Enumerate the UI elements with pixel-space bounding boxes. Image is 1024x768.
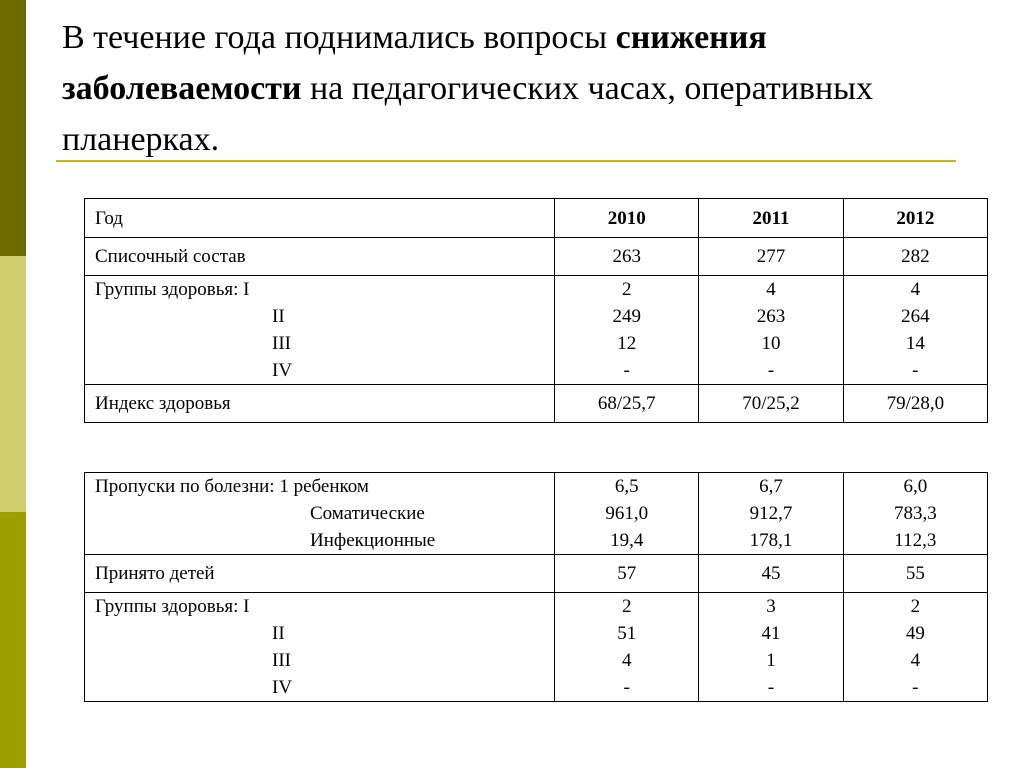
- header-year-2010: 2010: [555, 199, 699, 238]
- cell-value: 1: [766, 650, 776, 671]
- table-row-roster: [85, 238, 988, 276]
- title-text-1: В течение года поднимались вопросы: [62, 19, 616, 56]
- table-row-health-groups-admitted: [85, 593, 988, 702]
- cell-value: 4: [910, 279, 921, 300]
- table-row-admitted: [85, 555, 988, 593]
- admitted-value: 55: [843, 555, 987, 593]
- cell-value: 6,0: [903, 476, 928, 497]
- health-groups-label-main: Группы здоровья: I: [95, 596, 250, 617]
- absence-table: [84, 472, 988, 702]
- cell-value: 6,7: [759, 476, 783, 497]
- cell-value: 19,4: [610, 530, 644, 551]
- admitted-value: 57: [555, 555, 699, 593]
- absences-values-2010: [555, 473, 699, 555]
- cell-value: 2: [621, 279, 632, 300]
- cell-value: 3: [766, 596, 776, 617]
- health-groups-values-2010: [555, 276, 699, 385]
- health-groups-sub-label: III: [272, 650, 291, 671]
- cell-value: 14: [905, 333, 925, 354]
- health-groups-sub-label: IV: [272, 677, 293, 698]
- cell-value: 783,3: [893, 503, 937, 524]
- health-groups-values-2011: [699, 276, 843, 385]
- cell-value: 264: [901, 306, 930, 327]
- cell-value: 10: [761, 333, 781, 354]
- cell-value: -: [623, 360, 630, 381]
- roster-label: Списочный состав: [85, 238, 555, 276]
- cell-value: 4: [766, 279, 776, 300]
- cell-value: 49: [905, 623, 925, 644]
- cell-value: 249: [612, 306, 641, 327]
- absences-values-2012: [843, 473, 987, 555]
- health-groups-sub-label: II: [272, 623, 285, 644]
- health-groups-sub-label: IV: [272, 360, 293, 381]
- cell-value: 6,5: [614, 476, 639, 497]
- slide-title: [62, 12, 962, 165]
- table-row-health-index: [85, 385, 988, 423]
- health-groups-sub-label: III: [272, 333, 291, 354]
- health-index-value: 79/28,0: [843, 385, 987, 423]
- header-label: Год: [85, 199, 555, 238]
- table-row-header: [85, 199, 988, 238]
- health-groups-label: [85, 593, 555, 702]
- admitted-value: 45: [699, 555, 843, 593]
- health-index-value: 70/25,2: [699, 385, 843, 423]
- health-groups-sub-label: II: [272, 306, 285, 327]
- roster-value: 277: [699, 238, 843, 276]
- cell-value: -: [912, 677, 919, 698]
- side-bar-middle: [0, 256, 26, 512]
- side-bar-top: [0, 0, 26, 256]
- cell-value: 2: [910, 596, 921, 617]
- cell-value: 4: [910, 650, 921, 671]
- cell-value: 961,0: [605, 503, 649, 524]
- cell-value: 263: [756, 306, 786, 327]
- absences-values-2011: [699, 473, 843, 555]
- header-year-2011: 2011: [699, 199, 843, 238]
- cell-value: 12: [617, 333, 637, 354]
- cell-value: -: [767, 360, 775, 381]
- health-groups-label-main: Группы здоровья: I: [95, 279, 250, 300]
- health-table: [84, 198, 988, 423]
- table-row-health-groups: [85, 276, 988, 385]
- cell-value: -: [912, 360, 919, 381]
- header-year-2012: 2012: [843, 199, 987, 238]
- absences-sub-label: Соматические: [310, 503, 425, 524]
- side-bar-bottom: [0, 512, 26, 768]
- cell-value: 2: [621, 596, 632, 617]
- cell-value: 912,7: [749, 503, 793, 524]
- health-groups-values-2012: [843, 593, 987, 702]
- admitted-label: Принято детей: [85, 555, 555, 593]
- cell-value: -: [623, 677, 630, 698]
- absences-label-main: Пропуски по болезни: 1 ребенком: [95, 476, 369, 497]
- title-text-2: на педагогических часах, оперативных планерках.: [62, 70, 874, 158]
- health-index-label: Индекс здоровья: [85, 385, 555, 423]
- health-groups-values-2010: [555, 593, 699, 702]
- cell-value: 41: [761, 623, 781, 644]
- cell-value: 4: [621, 650, 632, 671]
- roster-value: 263: [555, 238, 699, 276]
- title-underline: [56, 160, 956, 162]
- cell-value: 51: [617, 623, 637, 644]
- health-groups-values-2012: [843, 276, 987, 385]
- absences-sub-label: Инфекционные: [310, 530, 436, 551]
- absences-label: [85, 473, 555, 555]
- cell-value: -: [767, 677, 775, 698]
- cell-value: 112,3: [894, 530, 937, 551]
- title-bold-text: снижения заболеваемости: [62, 19, 767, 107]
- table-row-absences: [85, 473, 988, 555]
- roster-value: 282: [843, 238, 987, 276]
- cell-value: 178,1: [749, 530, 793, 551]
- health-groups-label: [85, 276, 555, 385]
- health-index-value: 68/25,7: [555, 385, 699, 423]
- health-groups-values-2011: [699, 593, 843, 702]
